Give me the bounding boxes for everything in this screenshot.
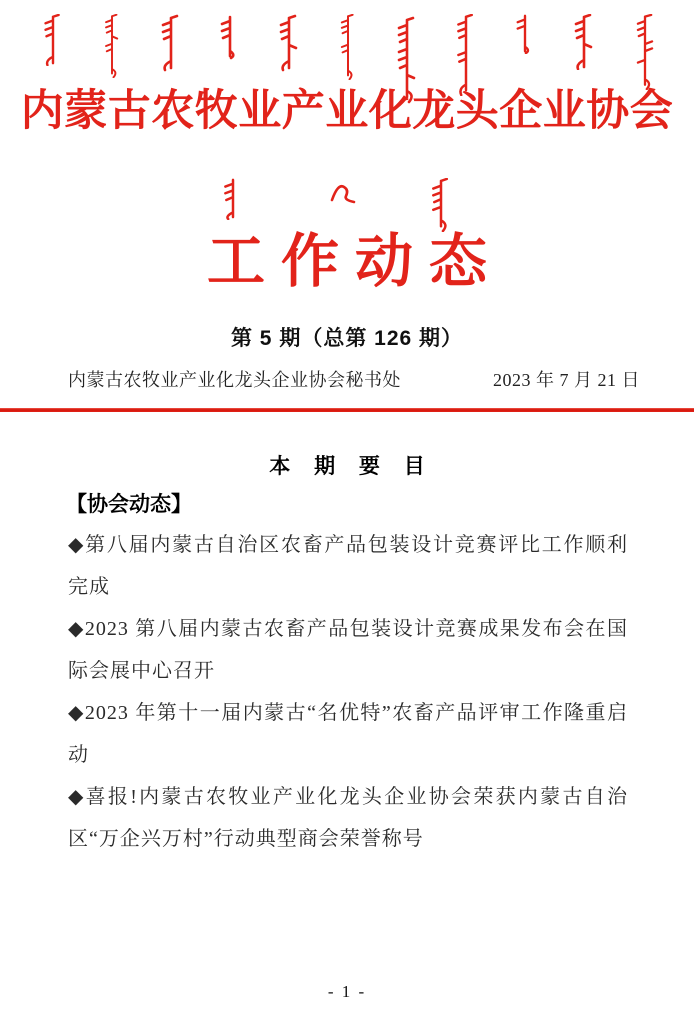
- toc-item: ◆2023 第八届内蒙古农畜产品包装设计竞赛成果发布会在国际会展中心召开: [68, 618, 628, 682]
- mongolian-word-icon: [337, 14, 359, 80]
- mongolian-word-icon: [101, 14, 123, 78]
- toc-item: ◆喜报!内蒙古农牧业产业化龙头企业协会荣获内蒙古自治区“万企兴万村”行动典型商会荣誉称号: [68, 786, 628, 850]
- mongolian-word-icon: [219, 14, 241, 60]
- toc-heading: 本 期 要 目: [269, 455, 434, 478]
- mongolian-word-icon: [42, 14, 64, 66]
- mongolian-word-icon: [160, 14, 182, 72]
- section-label: 【协会动态】: [66, 493, 192, 516]
- issue-number: 第 5 期（总第 126 期）: [230, 327, 464, 350]
- bulletin-title: 工作动态: [206, 229, 503, 294]
- mongolian-word-icon: [278, 14, 300, 72]
- mongolian-word-icon: [514, 14, 536, 54]
- toc-item: ◆2023 年第十一届内蒙古“名优特”农畜产品评审工作隆重启动: [68, 702, 628, 766]
- page-number: - 1 -: [327, 982, 367, 1001]
- publisher-name: 内蒙古农牧业产业化龙头企业协会秘书处: [68, 370, 401, 390]
- mongolian-word-icon: [328, 180, 358, 206]
- organization-title: 内蒙古农牧业产业化龙头企业协会: [20, 88, 674, 135]
- mongolian-word-icon: [222, 178, 244, 220]
- toc-list: [68, 524, 628, 860]
- mongolian-word-icon: [632, 14, 658, 90]
- publisher-row: [68, 366, 640, 392]
- divider-rule: [0, 408, 694, 412]
- mongolian-word-icon: [430, 178, 452, 232]
- mongolian-word-icon: [573, 14, 595, 70]
- publish-date: 2023 年 7 月 21 日: [493, 370, 640, 390]
- toc-item: ◆第八届内蒙古自治区农畜产品包装设计竞赛评比工作顺利完成: [68, 534, 628, 598]
